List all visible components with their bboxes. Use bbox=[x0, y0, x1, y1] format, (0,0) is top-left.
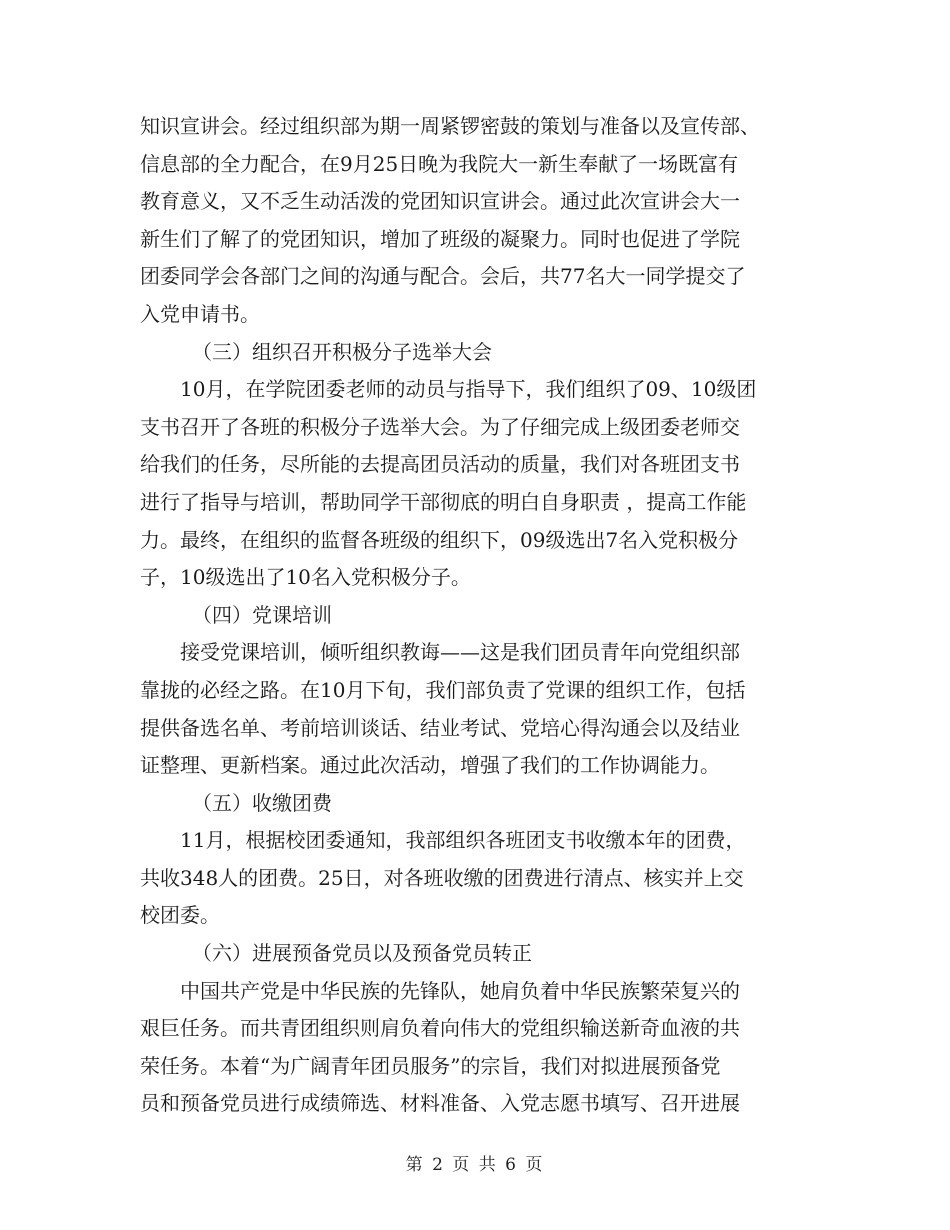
text-line: 给我们的任务，尽所能的去提高团员活动的质量，我们对各班团支书 bbox=[140, 452, 740, 477]
section-heading: （三）组织召开积极分子选举大会 bbox=[192, 339, 492, 364]
page-footer: 第 2 页 共 6 页 bbox=[405, 1155, 545, 1175]
text-line: 接受党课培训，倾听组织教诲——这是我们团员青年向党组织部 bbox=[180, 640, 740, 665]
text-line: 提供备选名单、考前培训谈话、结业考试、党培心得沟通会以及结业 bbox=[140, 715, 740, 740]
text-line: 信息部的全力配合，在9月25日晚为我院大一新生奉献了一场既富有 bbox=[140, 151, 739, 176]
section-heading: （六）进展预备党员以及预备党员转正 bbox=[192, 941, 532, 966]
text-line: 共收348人的团费。25日，对各班收缴的团费进行清点、核实并上交 bbox=[140, 865, 744, 890]
document-body bbox=[140, 108, 810, 1123]
text-line: 校团委。 bbox=[140, 903, 220, 928]
text-line: 进行了指导与培训，帮助同学干部彻底的明白自身职责 ，提高工作能 bbox=[140, 489, 747, 514]
text-line: 证整理、更新档案。通过此次活动，增强了我们的工作协调能力。 bbox=[140, 753, 720, 778]
text-line: 知识宣讲会。经过组织部为期一周紧锣密鼓的策划与准备以及宣传部、 bbox=[140, 114, 760, 138]
text-line: 教育意义，又不乏生动活泼的党团知识宣讲会。通过此次宣讲会大一 bbox=[140, 189, 740, 214]
text-line: 10月，在学院团委老师的动员与指导下，我们组织了09、10级团 bbox=[180, 377, 757, 402]
text-line: 团委同学会各部门之间的沟通与配合。会后，共77名大一同学提交了 bbox=[140, 264, 746, 289]
text-line: 靠拢的必经之路。在10月下旬，我们部负责了党课的组织工作，包括 bbox=[140, 677, 746, 702]
text-line: 力。最终，在组织的监督各班级的组织下，09级选出7名入党积极分 bbox=[140, 527, 739, 552]
text-line: 员和预备党员进行成绩筛选、材料准备、入党志愿书填写、召开进展 bbox=[140, 1091, 740, 1116]
text-line: 艰巨任务。而共青团组织则肩负着向伟大的党组织输送新奇血液的共 bbox=[140, 1016, 740, 1041]
section-heading: （五）收缴团费 bbox=[192, 790, 332, 815]
text-line: 11月，根据校团委通知，我部组织各班团支书收缴本年的团费， bbox=[180, 828, 746, 853]
text-line: 子，10级选出了10名入党积极分子。 bbox=[140, 565, 471, 590]
text-line: 中国共产党是中华民族的先锋队，她肩负着中华民族繁荣复兴的 bbox=[180, 978, 740, 1003]
text-line: 荣任务。本着“为广阔青年团员服务”的宗旨，我们对拟进展预备党 bbox=[140, 1053, 721, 1078]
text-line: 支书召开了各班的积极分子选举大会。为了仔细完成上级团委老师交 bbox=[140, 414, 740, 439]
text-line: 入党申请书。 bbox=[140, 301, 260, 326]
section-heading: （四）党课培训 bbox=[192, 602, 332, 627]
text-line: 新生们了解了的党团知识，增加了班级的凝聚力。同时也促进了学院 bbox=[140, 226, 740, 251]
